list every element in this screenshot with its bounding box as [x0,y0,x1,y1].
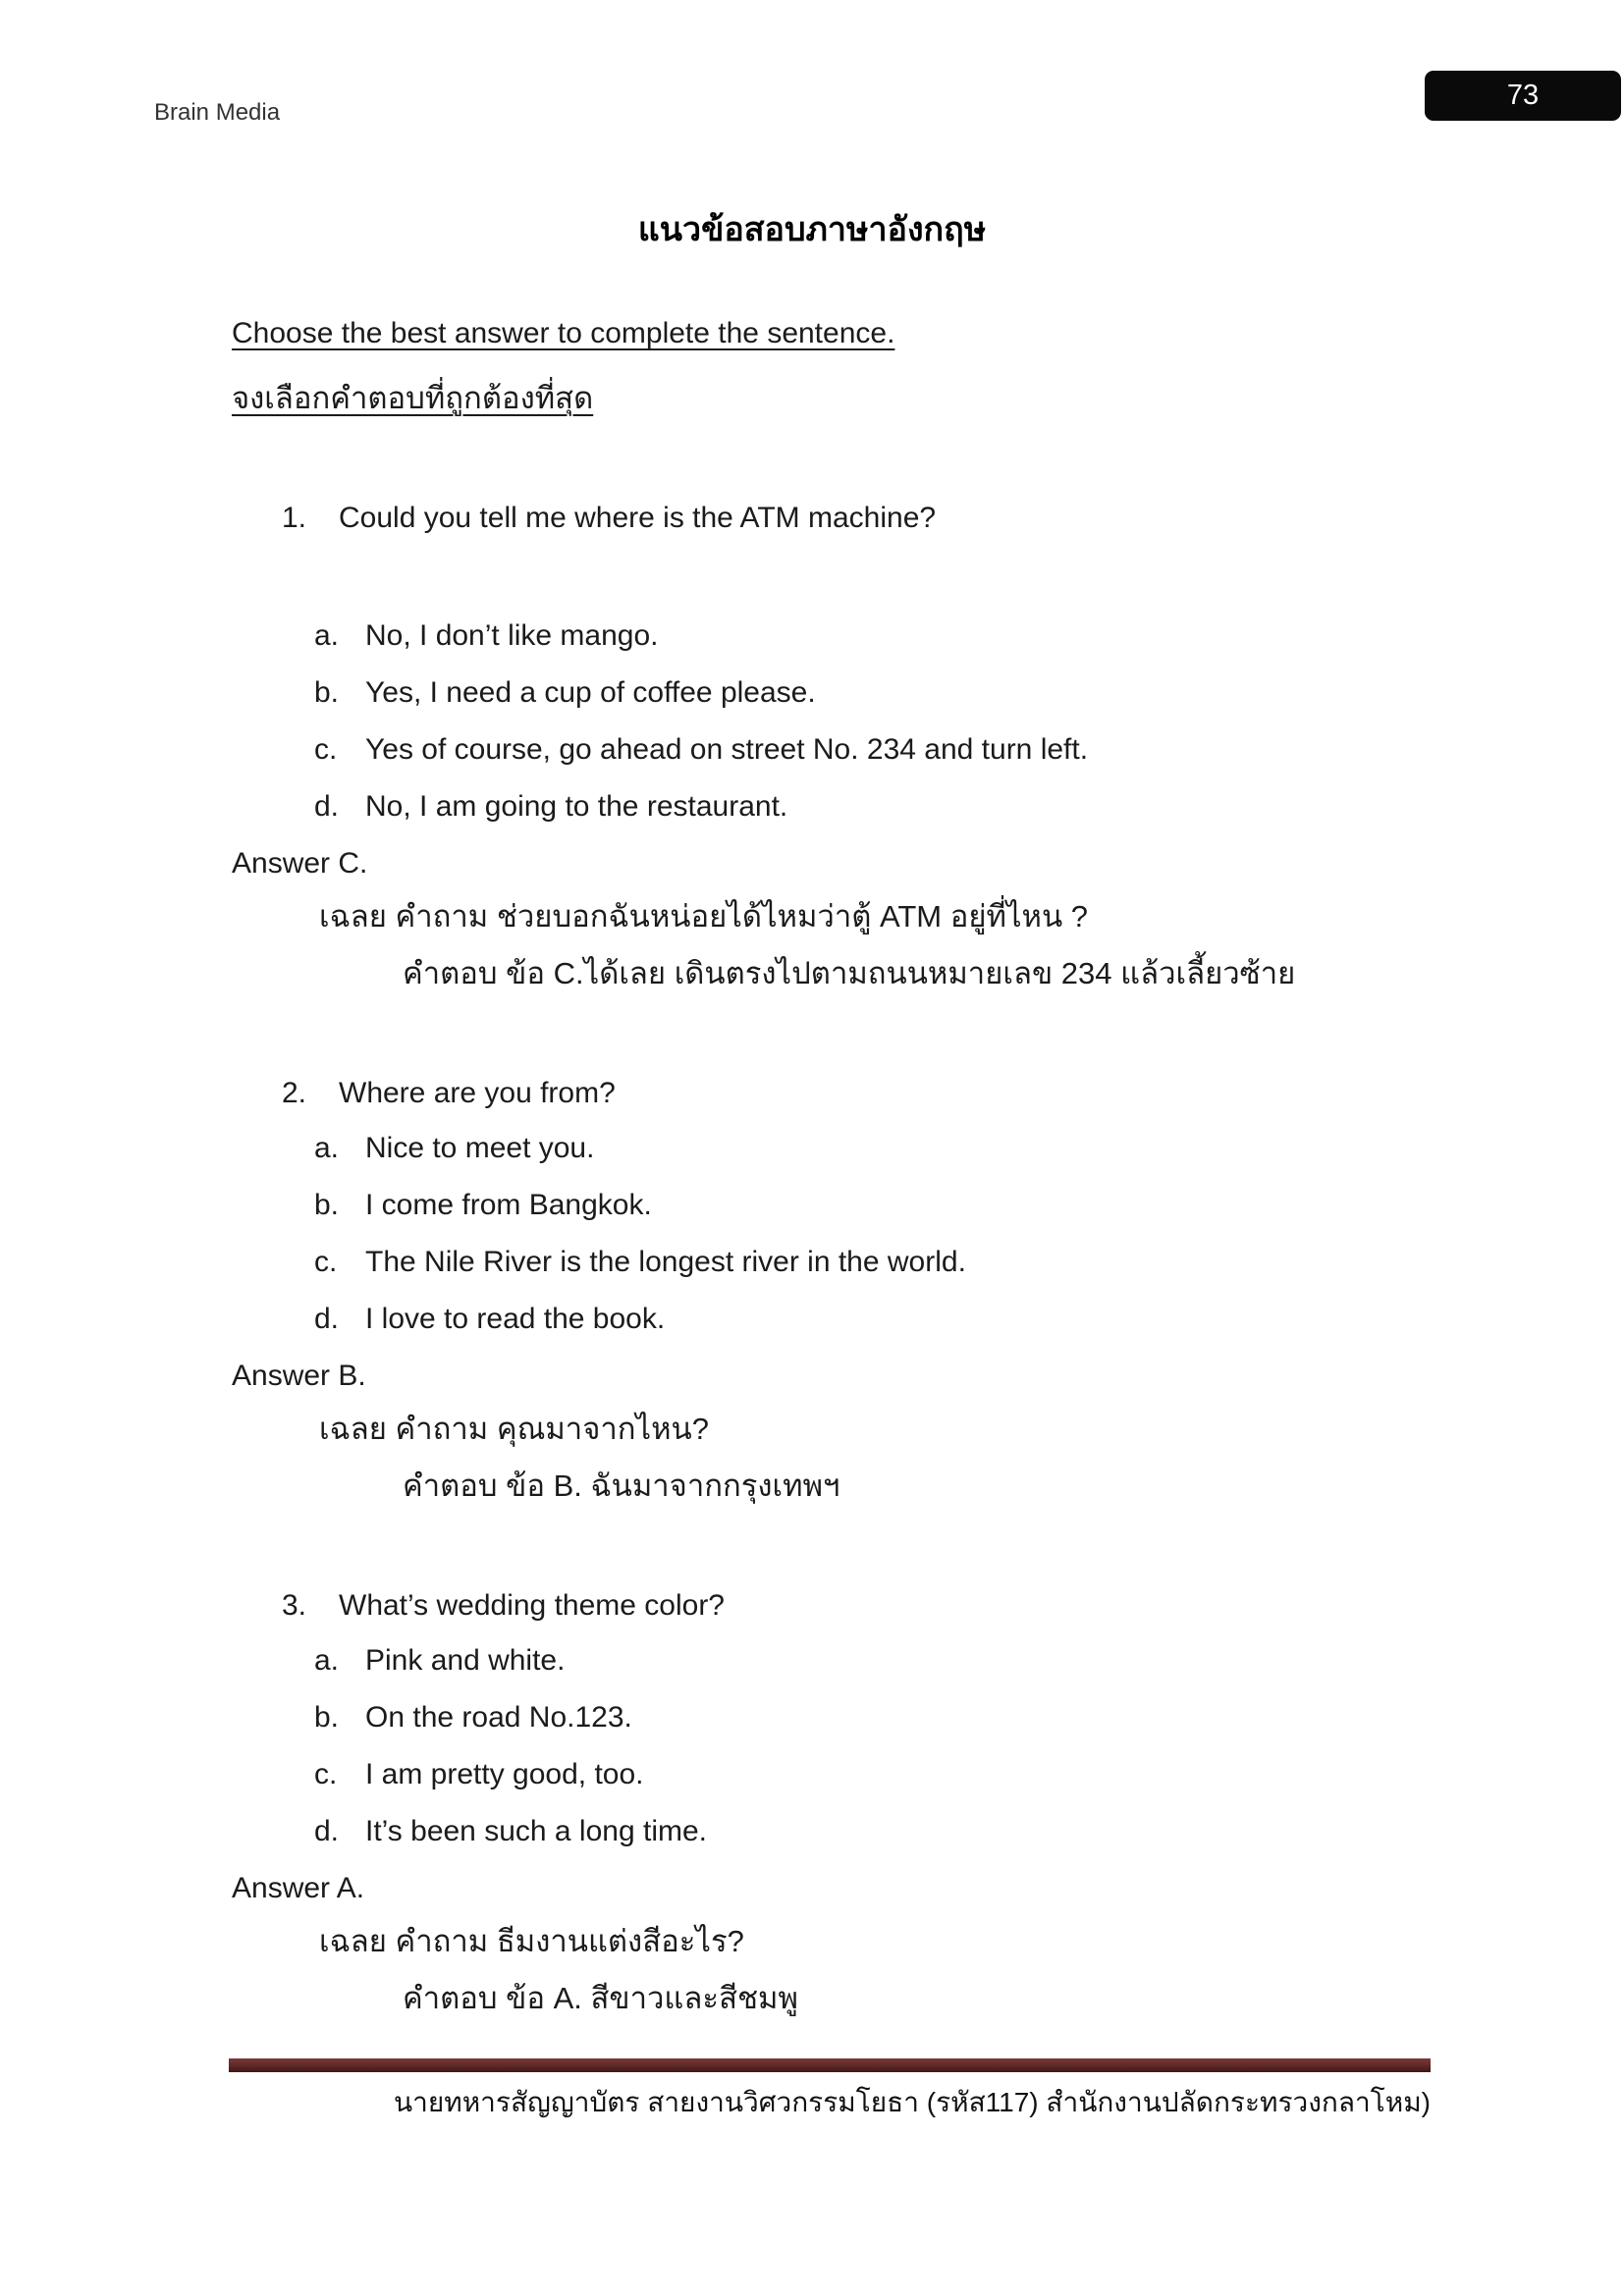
page-number-badge [1425,71,1621,121]
choice-row [232,614,1439,658]
choice-text: No, I am going to the restaurant. [365,790,788,823]
question-block [232,1072,1439,1508]
choice-row [232,1753,1439,1796]
choice-letter: c. [314,733,338,766]
choice-row [232,1810,1439,1853]
choice-list [232,614,1439,828]
question-line [232,1584,1439,1628]
footer-text: นายทหารสัญญาบัตร สายงานวิศวกรรมโยธา (รหัส117) สำนักงานปลัดกระทรวงกลาโหม) [394,2087,1431,2117]
question-block [232,1584,1439,2020]
choice-row [232,728,1439,772]
choice-row [232,671,1439,715]
instruction-thai: จงเลือกคำตอบที่ถูกต้องที่สุด [232,381,594,415]
answer-label: Answer C. [232,847,368,880]
choice-letter: c. [314,1246,338,1278]
question-text: What’s wedding theme color? [339,1589,725,1622]
choice-letter: c. [314,1758,338,1790]
choice-text: Yes of course, go ahead on street No. 234 and turn left. [365,733,1089,766]
choice-letter: a. [314,1132,340,1164]
choice-text: I love to read the book. [365,1303,666,1335]
question-line [232,1072,1439,1115]
page-title: แนวข้อสอบภาษาอังกฤษ [637,211,987,248]
choice-text: No, I don’t like mango. [365,619,659,652]
question-number: 3. [282,1589,307,1622]
choice-letter: b. [314,1189,340,1221]
instruction-english: Choose the best answer to complete the sentence. [232,317,895,349]
choice-text: I come from Bangkok. [365,1189,652,1221]
question-number: 2. [282,1077,307,1109]
question-block [232,497,1439,995]
choice-text: On the road No.123. [365,1701,632,1734]
explanation-answer: คำตอบ ข้อ A. สีขาวและสีชมพู [403,1981,798,2015]
explanation-answer: คำตอบ ข้อ B. ฉันมาจากกรุงเทพฯ [403,1468,840,1503]
exam-content [232,312,1439,2020]
question-line [232,497,1439,540]
choice-letter: d. [314,1303,340,1335]
choice-letter: a. [314,1644,340,1677]
question-number: 1. [282,502,307,534]
footer-bar [229,2058,1431,2072]
choice-row [232,1241,1439,1284]
page-number: 73 [1506,80,1540,111]
choice-letter: d. [314,790,340,823]
answer-label: Answer A. [232,1872,365,1904]
choice-row [232,1184,1439,1227]
explanation-question: เฉลย คำถาม คุณมาจากไหน? [319,1412,709,1446]
choice-row [232,1639,1439,1682]
choice-text: Nice to meet you. [365,1132,595,1164]
choice-letter: d. [314,1815,340,1847]
choice-list [232,1127,1439,1341]
question-text: Where are you from? [339,1077,616,1109]
choice-row [232,785,1439,828]
choice-row [232,1696,1439,1739]
choice-row [232,1127,1439,1170]
choice-letter: b. [314,676,340,709]
explanation-answer: คำตอบ ข้อ C.ได้เลย เดินตรงไปตามถนนหมายเลข 234 แล้วเลี้ยวซ้าย [403,956,1296,990]
choice-list [232,1639,1439,1853]
choice-text: Yes, I need a cup of coffee please. [365,676,816,709]
choice-text: Pink and white. [365,1644,566,1677]
choice-text: It’s been such a long time. [365,1815,707,1847]
question-text: Could you tell me where is the ATM machine? [339,502,937,534]
choice-text: The Nile River is the longest river in the world. [365,1246,966,1278]
explanation-question: เฉลย คำถาม ธีมงานแต่งสีอะไร? [319,1924,744,1958]
question-list [232,497,1439,2020]
brand-text: Brain Media [154,99,281,126]
answer-label: Answer B. [232,1360,366,1392]
choice-text: I am pretty good, too. [365,1758,644,1790]
choice-letter: a. [314,619,340,652]
choice-letter: b. [314,1701,340,1734]
choice-row [232,1298,1439,1341]
explanation-question: เฉลย คำถาม ช่วยบอกฉันหน่อยได้ไหมว่าตู้ ATM อยู่ที่ไหน ? [319,899,1089,934]
